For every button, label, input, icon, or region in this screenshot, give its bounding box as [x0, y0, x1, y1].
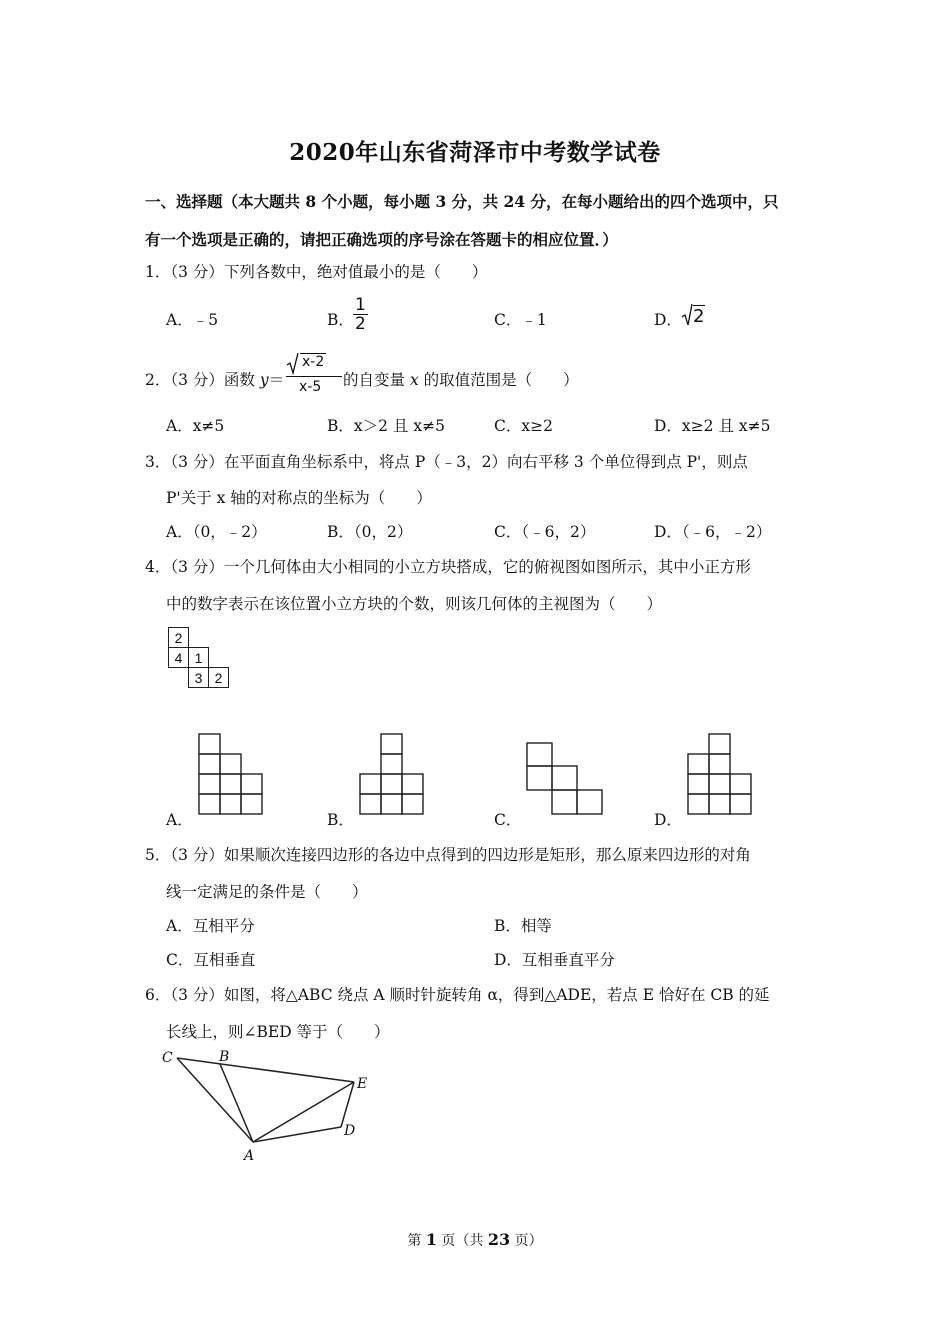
q2-stem-prefix: 2．（3 分）函数 [145, 371, 260, 389]
page-footer [0, 1230, 950, 1250]
q1-option-c: C．﹣1 [494, 311, 547, 329]
q3-stem-line2: P'关于 x 轴的对称点的坐标为（ ） [166, 489, 432, 507]
footer-middle: 页（共 [436, 1233, 488, 1249]
label-a: A [244, 1148, 255, 1164]
q2-fraction-bar [286, 376, 342, 377]
q2-denominator: x-5 [299, 379, 322, 395]
grid-cell: 2 [169, 628, 189, 648]
q2-option-c: C．x≥2 [494, 417, 553, 435]
q2-option-b: B．x＞2 且 x≠5 [327, 417, 445, 435]
q2-stem-rest [343, 368, 579, 390]
footer-suffix: 页） [510, 1233, 543, 1249]
q5-option-c: C．互相垂直 [166, 951, 256, 969]
footer-prefix: 第 [407, 1233, 426, 1249]
q4-option-a: A． [166, 811, 193, 829]
q6-stem-line2: 长线上，则∠BED 等于（ ） [166, 1023, 390, 1041]
q2-option-a: A．x≠5 [166, 417, 225, 435]
q4-stem-line1: 4．（3 分）一个几何体由大小相同的小立方块搭成，它的俯视图如图所示，其中小正方形 [145, 558, 751, 576]
q1-stem: 1．（3 分）下列各数中，绝对值最小的是（ ） [145, 263, 488, 281]
q5-option-d: D．互相垂直平分 [494, 951, 615, 969]
q6-triangle-figure [158, 1044, 378, 1166]
q2-numerator: x-2 [302, 354, 325, 370]
q4-option-d-figure [687, 733, 753, 815]
q3-option-c: C．（﹣6，2） [494, 523, 596, 541]
q4-option-d: D． [654, 811, 682, 829]
q1-b-denominator: 2 [355, 314, 366, 334]
q3-option-b: B．（0，2） [327, 523, 413, 541]
q2-option-d: D．x≥2 且 x≠5 [654, 417, 771, 435]
label-b: B [219, 1049, 230, 1065]
q2-var-x: x [409, 371, 419, 389]
q5-option-b: B．相等 [494, 917, 552, 935]
q2-stem-text-b: 的取值范围是（ ） [418, 371, 579, 389]
q3-option-d: D．（﹣6，﹣2） [654, 523, 772, 541]
q1-d-radicand: 2 [693, 306, 705, 327]
q2-var-y: y [259, 371, 269, 389]
q4-stem-line2: 中的数字表示在该位置小立方块的个数，则该几何体的主视图为（ ） [166, 595, 663, 613]
q4-option-b: B． [327, 811, 354, 829]
q1-option-d: D． [654, 311, 682, 329]
q4-option-a-figure [198, 733, 264, 815]
q2-stem-text-a: 的自变量 [343, 371, 410, 389]
grid-cell: 4 [169, 648, 189, 668]
q5-option-a: A．互相平分 [166, 917, 255, 935]
label-e: E [357, 1076, 368, 1092]
grid-cell: 3 [189, 668, 209, 688]
q2-stem [145, 368, 284, 390]
section-heading-line1: 一、选择题（本大题共 8 个小题，每小题 3 分，共 24 分，在每小题给出的四个选项中，只 [145, 192, 779, 211]
line-ce [177, 1058, 354, 1082]
page-title: 2020年山东省菏泽市中考数学试卷 [289, 139, 661, 166]
q3-option-a: A．（0，﹣2） [166, 523, 267, 541]
footer-total-pages: 23 [487, 1230, 511, 1249]
q6-stem-line1: 6．（3 分）如图，将△ABC 绕点 A 顺时针旋转角 α，得到△ADE，若点 E 恰好在 CB 的延 [145, 986, 770, 1004]
line-ba [220, 1064, 253, 1142]
q2-equals: ＝ [268, 371, 285, 389]
q1-option-a: A．﹣5 [166, 311, 219, 329]
footer-page-number: 1 [425, 1230, 437, 1249]
q4-option-c: C． [494, 811, 522, 829]
section-heading-line2: 有一个选项是正确的，请把正确选项的序号涂在答题卡的相应位置．） [145, 230, 618, 249]
label-c: C [162, 1050, 173, 1066]
q1-option-b-label: B． [327, 311, 354, 329]
radical-sign-icon [681, 303, 693, 327]
q4-top-view-grid [168, 627, 229, 688]
radical-sign-icon [286, 352, 300, 376]
q1-option-b [327, 308, 354, 330]
label-d: D [344, 1123, 356, 1139]
q4-option-b-figure [359, 733, 425, 815]
q1-b-numerator: 1 [355, 295, 366, 315]
q5-stem-line1: 5．（3 分）如果顺次连接四边形的各边中点得到的四边形是矩形，那么原来四边形的对角 [145, 846, 751, 864]
grid-cell: 2 [209, 668, 229, 688]
q1-option-b-fraction [353, 296, 368, 333]
q5-stem-line2: 线一定满足的条件是（ ） [166, 883, 368, 901]
line-ca [177, 1058, 253, 1142]
q3-stem-line1: 3．（3 分）在平面直角坐标系中，将点 P（﹣3，2）向右平移 3 个单位得到点 P'，则点 [145, 453, 748, 471]
grid-cell: 1 [189, 648, 209, 668]
q4-option-c-figure [526, 742, 606, 816]
